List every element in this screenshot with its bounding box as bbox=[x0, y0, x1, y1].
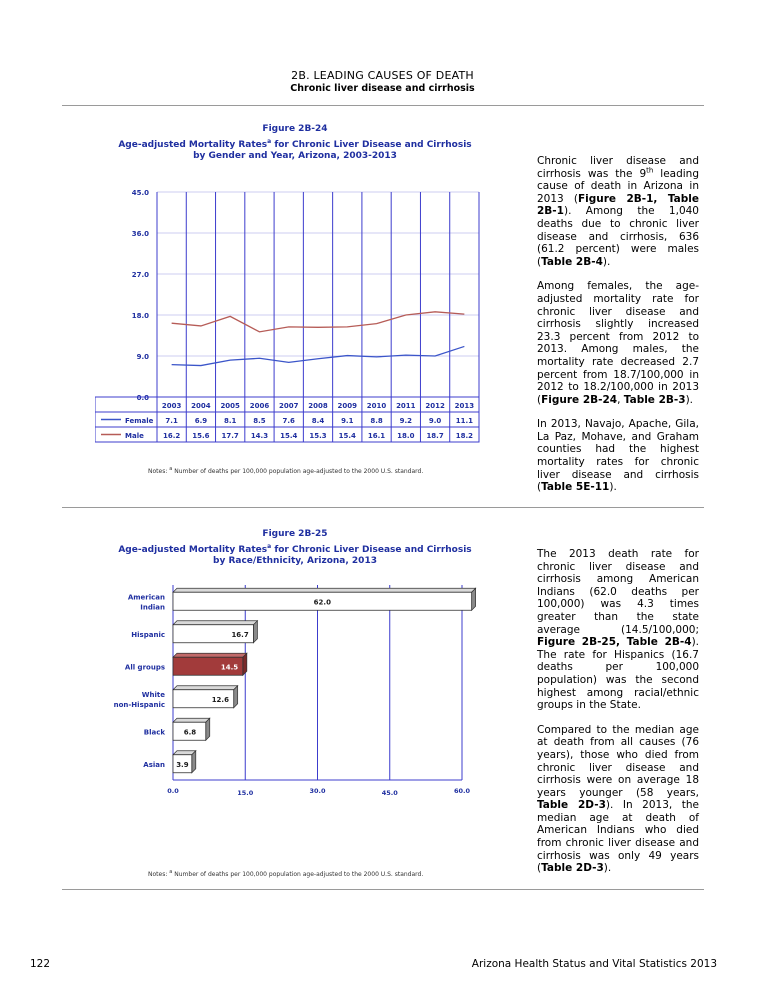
data-label: 17.7 bbox=[221, 432, 239, 440]
divider bbox=[62, 105, 704, 106]
data-label: 16.1 bbox=[367, 432, 386, 440]
reference-text: Figure 2B-1, Table 2B-1 bbox=[537, 192, 700, 218]
data-label: 6.9 bbox=[194, 417, 208, 425]
category-label: All groups bbox=[124, 663, 165, 672]
reference-text: Table 2B-4 bbox=[541, 255, 603, 268]
reference-text: Table 2D-3 bbox=[537, 799, 606, 812]
data-label: 15.6 bbox=[192, 432, 210, 440]
bar-side-face bbox=[253, 621, 257, 643]
bar-chart-race-ethnicity bbox=[100, 580, 490, 810]
bar-top-face bbox=[173, 653, 247, 657]
x-tick-label: 30.0 bbox=[309, 787, 326, 795]
figure1-title-line2: by Gender and Year, Arizona, 2003-2013 bbox=[193, 151, 397, 161]
category-label: Hispanic bbox=[131, 630, 165, 639]
narrative-paragraph bbox=[537, 418, 699, 494]
bar-side-face bbox=[472, 588, 476, 610]
data-label: 9.2 bbox=[399, 417, 413, 425]
reference-text: Figure 2B-24 bbox=[541, 393, 618, 406]
figure2-note: Notes: $^a$ Number of deaths per 100,000 population age-adjusted to the 2000 U.S. standard. bbox=[148, 869, 424, 878]
data-label: 9.1 bbox=[341, 417, 354, 425]
section-title: 2B. LEADING CAUSES OF DEATH bbox=[291, 69, 474, 82]
data-label: 15.3 bbox=[309, 432, 327, 440]
narrative-paragraph bbox=[537, 155, 699, 268]
data-label: 11.1 bbox=[455, 417, 474, 425]
x-tick-label: 2006 bbox=[249, 402, 270, 410]
category-label: Indian bbox=[140, 603, 165, 612]
body-text: Chronic liver disease and cirrhosis was the 9 bbox=[537, 155, 699, 180]
category-label: White bbox=[141, 690, 165, 699]
data-label: 16.2 bbox=[162, 432, 181, 440]
figure1-note: Notes: $^a$ Number of deaths per 100,000 population age-adjusted to the 2000 U.S. standard. bbox=[148, 466, 424, 475]
category-label: Black bbox=[143, 728, 165, 737]
page-number: 122 bbox=[30, 958, 51, 970]
x-tick-label: 2008 bbox=[308, 402, 328, 410]
body-text: Compared to the median age at death from all causes (76 years), those who died from chronic liver disease and cirrhosis were on average 18 years younger (58 years, bbox=[537, 723, 699, 799]
reference-text: Table 2B-3 bbox=[623, 393, 686, 406]
y-tick-label: 36.0 bbox=[131, 230, 149, 238]
data-label: 16.7 bbox=[231, 630, 249, 639]
x-tick-label: 2012 bbox=[425, 402, 445, 410]
data-label: 12.6 bbox=[211, 695, 229, 704]
data-label: 18.2 bbox=[455, 432, 474, 440]
narrative-gender bbox=[537, 155, 699, 506]
x-tick-label: 0.0 bbox=[167, 787, 179, 795]
category-label: non-Hispanic bbox=[113, 700, 165, 709]
reference-text: Figure 2B-25, Table 2B-4 bbox=[537, 636, 692, 649]
figure1-title bbox=[100, 124, 490, 163]
y-tick-label: 9.0 bbox=[136, 353, 149, 361]
data-label: 6.8 bbox=[183, 728, 197, 737]
bar-side-face bbox=[234, 686, 238, 708]
x-tick-label: 2003 bbox=[161, 402, 182, 410]
data-label: 62.0 bbox=[313, 598, 331, 607]
x-tick-label: 2010 bbox=[366, 402, 387, 410]
narrative-race bbox=[537, 548, 699, 887]
data-label: 3.9 bbox=[176, 760, 189, 769]
x-tick-label: 45.0 bbox=[381, 789, 398, 797]
x-tick-label: 2005 bbox=[220, 402, 240, 410]
y-tick-label: 45.0 bbox=[131, 189, 149, 197]
bar-top-face bbox=[173, 686, 238, 690]
figure1-title-line1: Age-adjusted Mortality Rates$^a$ for Chronic Liver Disease and Cirrhosis bbox=[118, 137, 472, 150]
publication-footer: Arizona Health Status and Vital Statistics 2013 bbox=[471, 958, 717, 970]
figure2-title-line2: by Race/Ethnicity, Arizona, 2013 bbox=[213, 556, 377, 566]
section-subtitle: Chronic liver disease and cirrhosis bbox=[290, 83, 475, 94]
figure1-label: Figure 2B-24 bbox=[262, 124, 328, 134]
data-label: 15.4 bbox=[338, 432, 356, 440]
bar-side-face bbox=[243, 653, 247, 675]
legend-label: Male bbox=[125, 432, 144, 440]
data-label: 8.8 bbox=[370, 417, 383, 425]
data-label: 8.1 bbox=[223, 417, 237, 425]
bar-top-face bbox=[173, 588, 476, 592]
data-label: 7.6 bbox=[282, 417, 295, 425]
body-text: ). In 2013, the median age at death of American Indians who died from chronic liver disease and cirrhosis was only 49 years ( bbox=[537, 799, 699, 875]
body-text: ). The rate for Hispanics (16.7 deaths per 100,000 population) was the second highest among racial/ethnic groups in the State. bbox=[537, 636, 699, 712]
body-text: ). bbox=[602, 255, 611, 268]
body-text: , bbox=[617, 393, 624, 406]
x-tick-label: 2007 bbox=[278, 402, 299, 410]
narrative-paragraph bbox=[537, 280, 699, 406]
figure2-title bbox=[100, 529, 490, 568]
y-tick-label: 0.0 bbox=[136, 394, 149, 402]
body-text: leading cause of death in Arizona in 2013 ( bbox=[537, 167, 699, 205]
y-tick-label: 27.0 bbox=[131, 271, 149, 279]
body-text: th bbox=[646, 166, 654, 175]
data-label: 14.5 bbox=[220, 663, 239, 672]
body-text: ). Among the 1,040 deaths due to chronic liver disease and cirrhosis, 636 (61.2 percent) were males ( bbox=[537, 205, 699, 268]
bar-side-face bbox=[192, 751, 196, 773]
x-tick-label: 2004 bbox=[191, 402, 211, 410]
legend-label: Female bbox=[125, 417, 154, 425]
data-label: 8.4 bbox=[311, 417, 325, 425]
figure2-label: Figure 2B-25 bbox=[262, 529, 328, 539]
body-text: Among females, the age-adjusted mortality rate for chronic liver disease and cirrhosis slightly increased 23.3 percent from 2012 to 2013. Among males, the mortality rate decreased 2.7 percent from 18.7/100,000 in 2012 to 18.2/100,000 in 2013 ( bbox=[537, 280, 699, 406]
x-tick-label: 15.0 bbox=[237, 789, 254, 797]
divider bbox=[62, 507, 704, 508]
body-text: ). bbox=[603, 862, 612, 875]
divider bbox=[62, 889, 704, 890]
data-label: 8.5 bbox=[253, 417, 266, 425]
data-label: 18.0 bbox=[397, 432, 415, 440]
data-label: 7.1 bbox=[165, 417, 178, 425]
x-tick-label: 2013 bbox=[454, 402, 475, 410]
category-label: Asian bbox=[143, 760, 165, 769]
narrative-paragraph bbox=[537, 548, 699, 712]
data-label: 14.3 bbox=[250, 432, 269, 440]
bar-top-face bbox=[173, 621, 257, 625]
line-chart-gender bbox=[95, 180, 485, 450]
narrative-paragraph bbox=[537, 724, 699, 875]
x-tick-label: 60.0 bbox=[453, 787, 471, 795]
y-tick-label: 18.0 bbox=[131, 312, 149, 320]
x-tick-label: 2011 bbox=[396, 402, 416, 410]
data-label: 15.4 bbox=[280, 432, 298, 440]
body-text: ). bbox=[685, 393, 693, 406]
body-text: The 2013 death rate for chronic liver disease and cirrhosis among American Indians (62.0 deaths per 100,000) was 4.3 times greater than the state average (14.5/100,000; bbox=[537, 548, 699, 636]
data-label: 9.0 bbox=[428, 417, 442, 425]
body-text: ). bbox=[609, 481, 617, 494]
reference-text: Table 2D-3 bbox=[541, 862, 604, 875]
category-label: American bbox=[127, 593, 165, 602]
reference-text: Table 5E-11 bbox=[541, 481, 610, 494]
body-text: In 2013, Navajo, Apache, Gila, La Paz, Mohave, and Graham counties had the highest mortality rates for chronic liver disease and cirrhosis ( bbox=[537, 418, 699, 494]
bar-top-face bbox=[173, 718, 210, 722]
figure2-title-line1: Age-adjusted Mortality Rates$^a$ for Chronic Liver Disease and Cirrhosis bbox=[118, 542, 472, 555]
x-tick-label: 2009 bbox=[337, 402, 358, 410]
data-label: 18.7 bbox=[426, 432, 444, 440]
bar-side-face bbox=[206, 718, 210, 740]
